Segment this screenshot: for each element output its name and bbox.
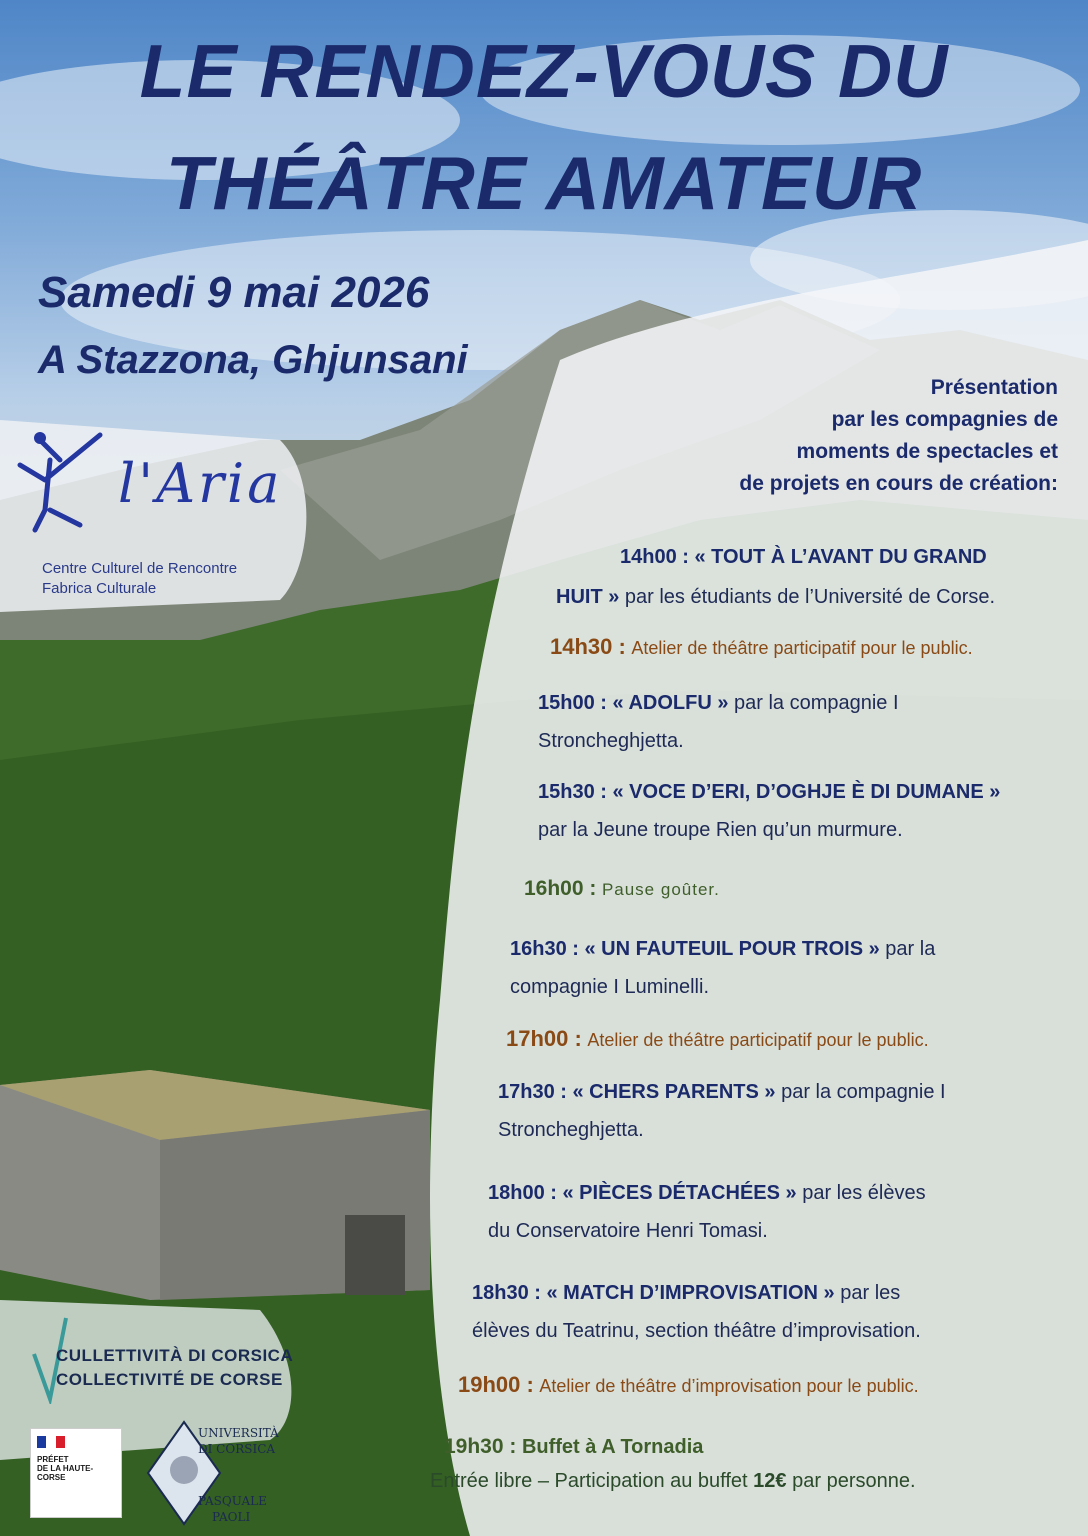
program-item (488, 1174, 926, 1250)
corsica-line-2: COLLECTIVITÉ DE CORSE (56, 1370, 283, 1389)
program-rest: par les étudiants de l’Université de Corse. (619, 586, 996, 608)
program-rest: par la compagnie I (728, 692, 899, 714)
program-rest: par les élèves (796, 1182, 926, 1204)
program-title: « ADOLFU » (612, 692, 729, 714)
program-line-2: du Conservatoire Henri Tomasi. (488, 1220, 768, 1242)
corsica-line-1: CULLETTIVITÀ DI CORSICA (56, 1346, 294, 1365)
program-title: « VOCE D’ERI, D’OGHJE È DI DUMANE » (612, 781, 1001, 803)
intro-line: moments de spectacles et (796, 440, 1058, 463)
intro-text (638, 372, 1058, 500)
program-line-2: Stroncheghjetta. (538, 730, 684, 752)
program-item (472, 1274, 921, 1350)
program-time: 16h00 : (524, 877, 597, 900)
program-item (550, 628, 973, 667)
program-title: « CHERS PARENTS » (572, 1081, 776, 1103)
intro-line: Présentation (930, 376, 1058, 399)
program-time: 16h30 : (510, 938, 579, 960)
program-title: « UN FAUTEUIL POUR TROIS » (584, 938, 880, 960)
univ-line-4: PAOLI (212, 1510, 251, 1524)
program-item (620, 538, 987, 576)
footer-note (430, 1470, 916, 1493)
program-text: Atelier de théâtre d’improvisation pour le public. (539, 1376, 919, 1396)
program-line-2: élèves du Teatrinu, section théâtre d’improvisation. (472, 1320, 921, 1342)
program-text: Atelier de théâtre participatif pour le public. (587, 1030, 929, 1050)
intro-line: de projets en cours de création: (739, 472, 1058, 495)
program-item (524, 870, 720, 909)
program-item (506, 1020, 929, 1059)
program-time: 19h30 : (444, 1435, 517, 1458)
prefet-line-1: PRÉFET (37, 1455, 69, 1464)
program-time: 17h00 : (506, 1026, 582, 1051)
program-title-cont: HUIT » (556, 586, 620, 608)
program-time: 18h00 : (488, 1182, 557, 1204)
program-time: 19h00 : (458, 1372, 534, 1397)
program-title: « TOUT À L’AVANT DU GRAND (694, 546, 987, 568)
program-rest: par la (879, 938, 936, 960)
event-date: Samedi 9 mai 2026 (38, 268, 430, 317)
french-flag-icon (37, 1436, 65, 1448)
univ-line-1: UNIVERSITÀ (198, 1426, 279, 1440)
program-item-cont (556, 578, 995, 616)
program-item (458, 1366, 919, 1405)
program-text: Atelier de théâtre participatif pour le public. (631, 638, 973, 658)
aria-subtitle-2: Fabrica Culturale (42, 580, 157, 597)
program-line-2: Stroncheghjetta. (498, 1119, 644, 1141)
program-title: « PIÈCES DÉTACHÉES » (562, 1182, 797, 1204)
program-time: 14h00 : (620, 546, 689, 568)
program-line-2: compagnie I Luminelli. (510, 976, 709, 998)
program-time: 15h30 : (538, 781, 607, 803)
program-title: Buffet à A Tornadia (521, 1436, 704, 1458)
title-line-2: THÉÂTRE AMATEUR (165, 141, 923, 225)
program-item (444, 1428, 703, 1466)
program-rest: par la compagnie I (775, 1081, 946, 1103)
prefet-line-3: CORSE (37, 1473, 66, 1482)
program-item (538, 773, 1000, 849)
program-text: Pause goûter. (601, 880, 720, 899)
footer-after: par personne. (786, 1470, 916, 1492)
program-item (498, 1073, 946, 1149)
aria-wordmark: l'Aria (118, 452, 283, 515)
program-line-2: par la Jeune troupe Rien qu’un murmure. (538, 819, 903, 841)
footer-price: 12€ (753, 1470, 787, 1492)
prefet-line-2: DE LA HAUTE- (37, 1464, 94, 1473)
program-time: 17h30 : (498, 1081, 567, 1103)
program-item (538, 684, 899, 760)
aria-subtitle-1: Centre Culturel de Rencontre (42, 560, 238, 577)
univ-line-2: DI CORSICA (198, 1442, 276, 1456)
program-item (510, 930, 935, 1006)
program-rest: par les (834, 1282, 901, 1304)
program-time: 18h30 : (472, 1282, 541, 1304)
program-time: 15h00 : (538, 692, 607, 714)
title-line-1: LE RENDEZ-VOUS DU (139, 29, 949, 113)
intro-line: par les compagnies de (831, 408, 1058, 431)
univ-line-3: PASQUALE (198, 1494, 267, 1508)
footer-before: Entrée libre – Participation au buffet (430, 1470, 754, 1492)
event-place: A Stazzona, Ghjunsani (38, 338, 468, 382)
program-title: « MATCH D’IMPROVISATION » (546, 1282, 835, 1304)
program-time: 14h30 : (550, 634, 626, 659)
